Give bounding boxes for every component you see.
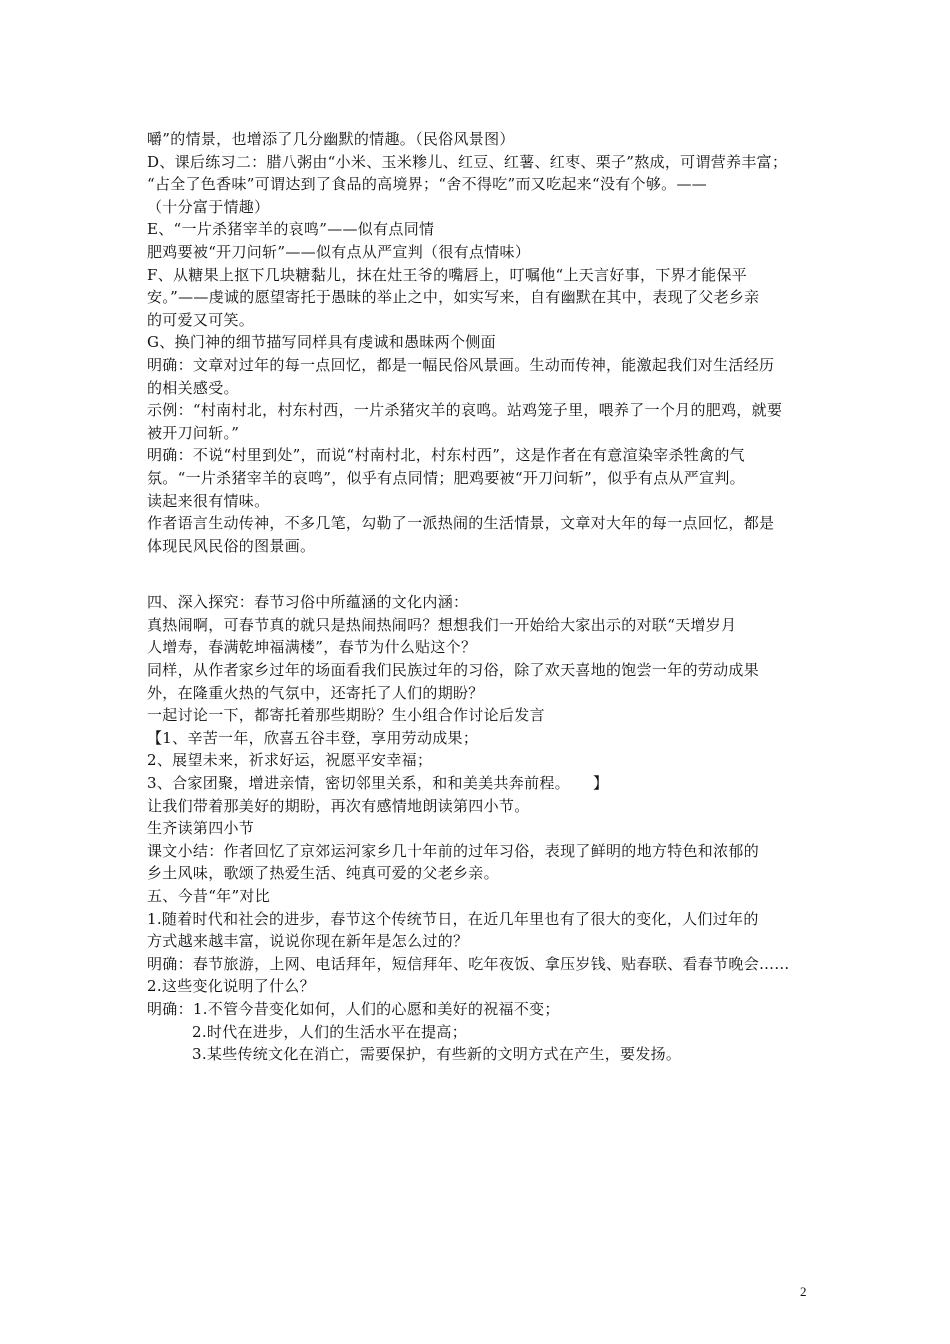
text-line: 一起讨论一下，都寄托着那些期盼？生小组合作讨论后发言 — [147, 706, 545, 725]
text-line: 生齐读第四小节 — [147, 819, 255, 838]
list-item: 2.时代在进步，人们的生活水平在提高； — [192, 1022, 468, 1041]
text-line: 让我们带着那美好的期盼，再次有感情地朗读第四小节。 — [147, 796, 530, 815]
text-line: 读起来很有情味。 — [147, 491, 270, 510]
section-heading: 四、深入探究：春节习俗中所蕴涵的文化内涵： — [147, 593, 469, 612]
text-line: 人增寿，春满乾坤福满楼”，春节为什么贴这个？ — [147, 638, 477, 657]
list-item: 2、展望未来，祈求好运，祝愿平安幸福； — [147, 751, 433, 770]
text-line: F、从糖果上抠下几块糖黏儿，抹在灶王爷的嘴唇上，叮嘱他“上天言好事，下界才能保平 — [147, 265, 748, 284]
text-line: 真热闹啊，可春节真的就只是热闹热闹吗？想想我们一开始给大家出示的对联“天增岁月 — [147, 615, 737, 634]
text-line: （十分富于情趣） — [147, 197, 270, 216]
text-line: 明确：文章对过年的每一点回忆，都是一幅民俗风景画。生动而传神，能激起我们对生活经历 — [147, 355, 775, 374]
text-line: “占全了色香味”可谓达到了食品的高境界；“舍不得吃”而又吃起来“没有个够。—— — [147, 175, 708, 194]
text-line: 肥鸡要被“开刀问斩”——似有点从严宣判（很有点情味） — [147, 242, 531, 261]
text-line: D、课后练习二：腊八粥由“小米、玉米糁儿、红豆、红薯、红枣、栗子”熬成，可谓营养丰富； — [147, 152, 788, 171]
paragraph-gap — [147, 557, 817, 591]
text-line: 的相关感受。 — [147, 378, 239, 397]
text-line: 课文小结：作者回忆了京郊运河家乡几十年前的过年习俗，表现了鲜明的地方特色和浓郁的 — [147, 841, 760, 860]
text-line: 作者语言生动传神，不多几笔，勾勒了一派热闹的生活情景，文章对大年的每一点回忆，都是 — [147, 514, 775, 533]
list-item: 3.某些传统文化在消亡，需要保护，有些新的文明方式在产生，要发扬。 — [192, 1045, 682, 1064]
list-item: 【1、辛苦一年，欣喜五谷丰登，享用劳动成果； — [147, 728, 479, 747]
text-line: 示例：“村南村北，村东村西，一片杀猪灾羊的哀鸣。站鸡笼子里，喂养了一个月的肥鸡，就要 — [147, 401, 783, 420]
text-line: 氛。“一片杀猪宰羊的哀鸣”，似乎有点同情；肥鸡要被“开刀问斩”，似乎有点从严宣判。 — [147, 468, 745, 487]
text-line: E、“一片杀猪宰羊的哀鸣”——似有点同情 — [147, 220, 435, 239]
text-line: 安。”——虔诚的愿望寄托于愚昧的举止之中，如实写来，自有幽默在其中，表现了父老乡亲 — [147, 288, 760, 307]
section-heading: 五、今昔“年”对比 — [147, 887, 271, 905]
text-line: 明确：不说“村里到处”，而说“村南村北，村东村西”，这是作者在有意渲染宰杀牲禽的气 — [147, 446, 745, 465]
list-item: 3、合家团聚，增进亲情，密切邻里关系，和和美美共奔前程。 】 — [147, 774, 609, 793]
text-line: 明确：1.不管今昔变化如何，人们的心愿和美好的祝福不变； — [147, 999, 560, 1018]
section-block-1 — [147, 128, 817, 557]
text-line: G、换门神的细节描写同样具有虔诚和愚昧两个侧面 — [147, 333, 496, 352]
text-line: 2.这些变化说明了什么？ — [147, 977, 315, 996]
text-line: 同样，从作者家乡过年的场面看我们民族过年的习俗，除了欢天喜地的饱尝一年的劳动成果 — [147, 661, 760, 680]
section-block-2 — [147, 591, 817, 1065]
text-line: 的可爱又可笑。 — [147, 310, 255, 329]
text-line: 乡土风味，歌颂了热爱生活、纯真可爱的父老乡亲。 — [147, 864, 499, 883]
document-body — [147, 128, 817, 1066]
text-line: 1.随着时代和社会的进步，春节这个传统节日，在近几年里也有了很大的变化，人们过年的 — [147, 909, 759, 928]
text-line: 外，在隆重火热的气氛中，还寄托了人们的期盼？ — [147, 683, 484, 702]
text-line: 方式越来越丰富，说说你现在新年是怎么过的？ — [147, 932, 469, 951]
text-line: 体现民风民俗的图景画。 — [147, 536, 316, 555]
text-line: 被开刀问斩。” — [147, 423, 240, 442]
text-line: 明确：春节旅游，上网、电话拜年，短信拜年、吃年夜饭、拿压岁钱、贴春联、看春节晚会…… — [147, 954, 790, 973]
page-number: 2 — [800, 1284, 807, 1299]
text-line: 嚼”的情景，也增添了几分幽默的情趣。（民俗风景图） — [147, 130, 515, 148]
